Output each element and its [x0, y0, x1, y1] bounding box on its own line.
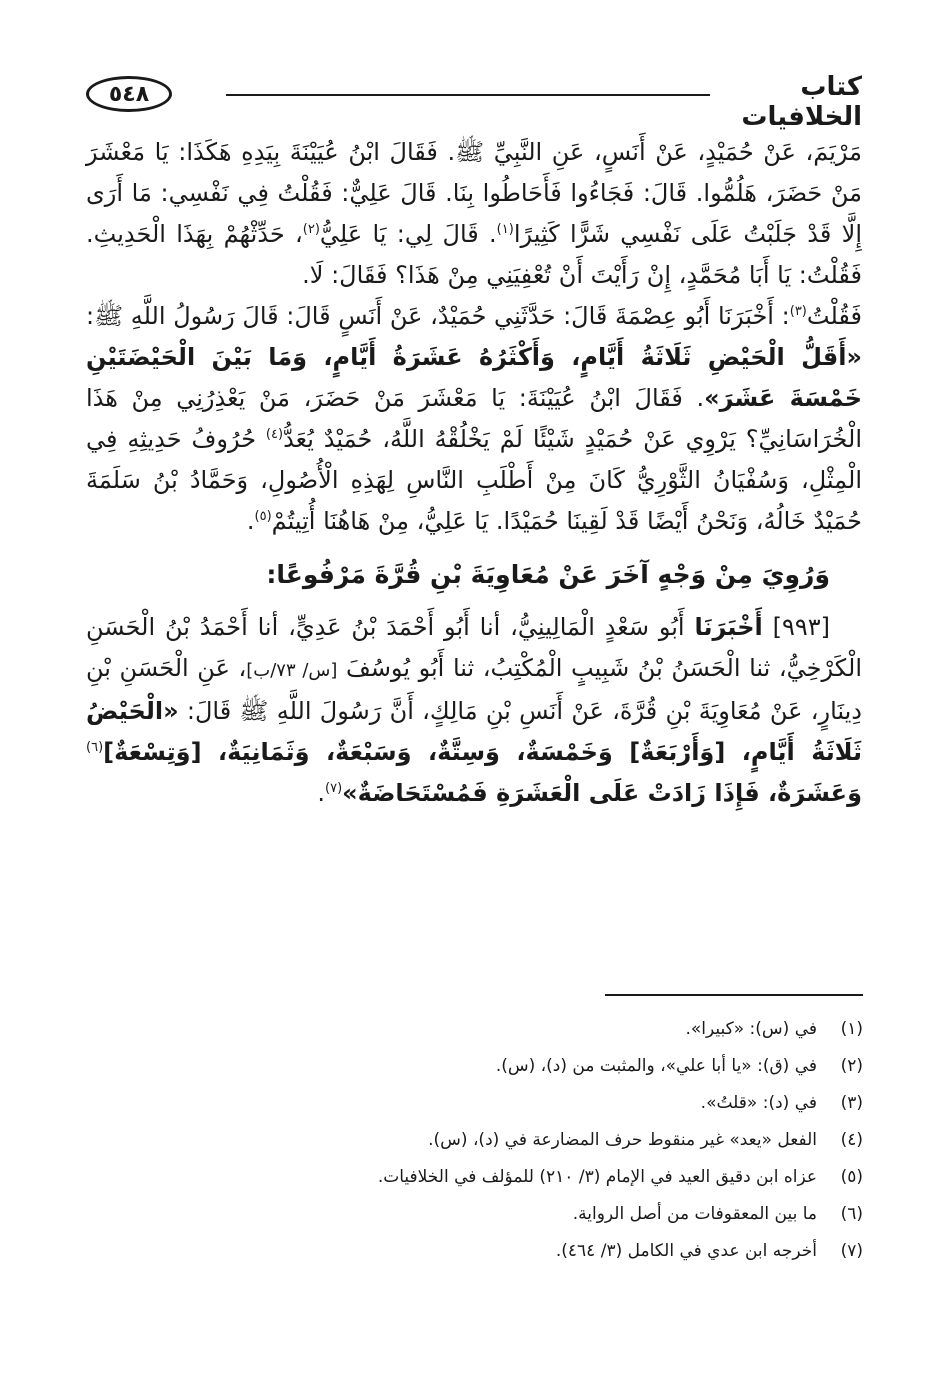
- text-run: . فَقَالَ ابْنُ عُيَيْنَةَ: يَا مَعْشَرَ مَنْ حَضَرَ، مَنْ يَعْذِرُنِي مِنْ هَذَا الْخُرَاسَانِيِّ؟ يَرْوِي عَنْ حُمَيْدٍ شَيْئًا لَمْ يَخْلُقْهُ اللَّهُ، حُمَيْدٌ يُعَدُّ: [86, 384, 862, 453]
- text-run: مَرْيَمَ، عَنْ حُمَيْدٍ، عَنْ أَنَسٍ، عَنِ النَّبِيِّ ﷺ. فَقَالَ ابْنُ عُيَيْنَةَ بِيَدِهِ هَكَذَا: يَا مَعْشَرَ مَنْ حَضَرَ، هَلُمُّوا. قَالَ: فَجَاءُوا فَأَحَاطُوا بِنَا. قَالَ عَلِيٌّ: فَقُلْتُ فِي نَفْسِي: مَا أَرَى إِلَّا قَدْ جَلَبْتُ عَلَى نَفْسِي شَرًّا كَثِيرًا: [86, 138, 863, 248]
- footnote-number: (٤): [840, 1129, 863, 1150]
- paragraph-2: [86, 296, 862, 542]
- manuscript-ref: [س/ ٧٣/ب]: [246, 660, 338, 681]
- footnote-text: في (د): «قلتُ».: [700, 1092, 817, 1113]
- footnote-text: في (ق): «يا أبا علي»، والمثبت من (د)، (س).: [495, 1055, 817, 1076]
- akhbarana-keyword: أَخْبَرَنَا: [694, 613, 763, 641]
- footnote-separator: [605, 994, 863, 996]
- paragraph-1: [86, 132, 862, 296]
- footnote-number: (٥): [840, 1166, 863, 1187]
- footnote-7: [87, 1232, 863, 1269]
- footnote-text: أخرجه ابن عدي في الكامل (٣/ ٤٦٤).: [555, 1240, 817, 1261]
- footnote-text: في (س): «كبيرا».: [685, 1018, 817, 1039]
- text-run: . قَالَ لِي: يَا عَلِيُّ: [319, 220, 497, 248]
- main-text: [86, 132, 862, 814]
- footnote-ref-6[interactable]: (٦): [86, 740, 104, 755]
- text-run: : أَخْبَرَنَا أَبُو عِصْمَةَ قَالَ: حَدَّثَنِي حُمَيْدٌ، عَنْ أَنَسٍ قَالَ: قَالَ رَسُولُ اللَّهِ ﷺ:: [86, 302, 790, 330]
- footnote-3: [87, 1084, 863, 1121]
- text-run: حُرُوفُ حَدِيثِهِ فِي الْمِثْلِ، وَسُفْيَانُ الثَّوْرِيُّ كَانَ مِنْ أَطْلَبِ النَّاسِ لِهَذِهِ الْأُصُولِ، وَحَمَّادُ بْنُ سَلَمَةَ حُمَيْدٌ خَالُهُ، وَنَحْنُ أَيْضًا قَدْ لَقِينَا حُمَيْدًا. يَا عَلِيُّ، مِنْ هَاهُنَا أُتِيتُمْ: [86, 425, 862, 535]
- text-run: ، حَدِّثْهُمْ بِهَذَا الْحَدِيثِ. فَقُلْتُ: يَا أَبَا مُحَمَّدٍ، إِنْ رَأَيْتَ أَنْ تُعْفِيَنِي مِنْ هَذَا؟ فَقَالَ: لَا.: [86, 220, 862, 289]
- hadith-quote: «أَقَلُّ الْحَيْضِ ثَلَاثَةُ أَيَّامٍ، وَأَكْثَرُهُ عَشَرَةُ أَيَّامٍ، وَمَا بَيْنَ الْحَيْضَتَيْنِ خَمْسَةَ عَشَرَ»: [86, 343, 863, 412]
- page-header: [86, 68, 862, 130]
- footnote-2: [87, 1047, 863, 1084]
- footnote-ref-2[interactable]: (٢): [302, 222, 320, 237]
- hadith-993: [86, 607, 862, 814]
- text-run: .: [317, 779, 326, 807]
- footnote-number: (٦): [840, 1203, 863, 1224]
- hadith-quote: وَعَشَرَةٌ، فَإِذَا زَادَتْ عَلَى الْعَشَرَةِ فَمُسْتَحَاضَةٌ»: [342, 779, 862, 807]
- footnote-6: [87, 1195, 863, 1232]
- footnote-number: (٣): [840, 1092, 863, 1113]
- footnote-number: (٢): [840, 1055, 863, 1076]
- footnote-ref-1[interactable]: (١): [496, 222, 514, 237]
- hadith-quote: «الْحَيْضُ ثَلَاثَةُ أَيَّامٍ، [وَأَرْبَعَةٌ] وَخَمْسَةٌ، وَسِتَّةٌ، وَسَبْعَةٌ، وَثَمَانِيَةٌ، [وَتِسْعَةٌ]: [86, 697, 862, 766]
- section-subheading: وَرُوِيَ مِنْ وَجْهٍ آخَرَ عَنْ مُعَاوِيَةَ بْنِ قُرَّةَ مَرْفُوعًا:: [266, 560, 830, 589]
- text-run: أَبُو سَعْدٍ الْمَالِينِيُّ، أنا أَبُو أَحْمَدَ بْنُ عَدِيٍّ، أنا أَحْمَدُ بْنُ الْحَسَنِ الْكَرْخِيُّ، ثنا الْحَسَنُ بْنُ شَبِيبٍ الْمُكْتِبُ، ثنا أَبُو يُوسُفَ: [86, 613, 862, 682]
- footnote-number: (٧): [840, 1240, 863, 1261]
- footnote-text: الفعل «يعد» غير منقوط حرف المضارعة في (د)، (س).: [428, 1129, 817, 1150]
- footnote-text: ما بين المعقوفات من أصل الرواية.: [572, 1203, 817, 1224]
- footnote-5: [87, 1158, 863, 1195]
- footnotes: [87, 1010, 863, 1269]
- footnote-number: (١): [840, 1018, 863, 1039]
- footnote-ref-5[interactable]: (٥): [254, 509, 272, 524]
- footnote-ref-3[interactable]: (٣): [789, 304, 807, 319]
- text-run: فَقُلْتُ: [806, 302, 862, 330]
- text-run: ، عَنِ الْحَسَنِ بْنِ دِينَارٍ، عَنْ مُعَاوِيَةَ بْنِ قُرَّةَ، عَنْ أَنَسِ بْنِ مَالِكٍ، أَنَّ رَسُولَ اللَّهِ ﷺ قَالَ:: [86, 654, 862, 725]
- footnote-4: [87, 1121, 863, 1158]
- text-run: .: [246, 507, 255, 535]
- footnote-1: [87, 1010, 863, 1047]
- hadith-number: [٩٩٣]: [772, 613, 830, 641]
- book-title: كتاب الخلافيات: [741, 72, 862, 132]
- footnote-ref-7[interactable]: (٧): [325, 781, 343, 796]
- footnote-text: عزاه ابن دقيق العيد في الإمام (٣/ ٢١٠) للمؤلف في الخلافيات.: [377, 1166, 817, 1187]
- header-rule: [226, 94, 710, 96]
- footnote-ref-4[interactable]: (٤): [265, 427, 284, 442]
- page-number: ٥٤٨: [86, 76, 172, 112]
